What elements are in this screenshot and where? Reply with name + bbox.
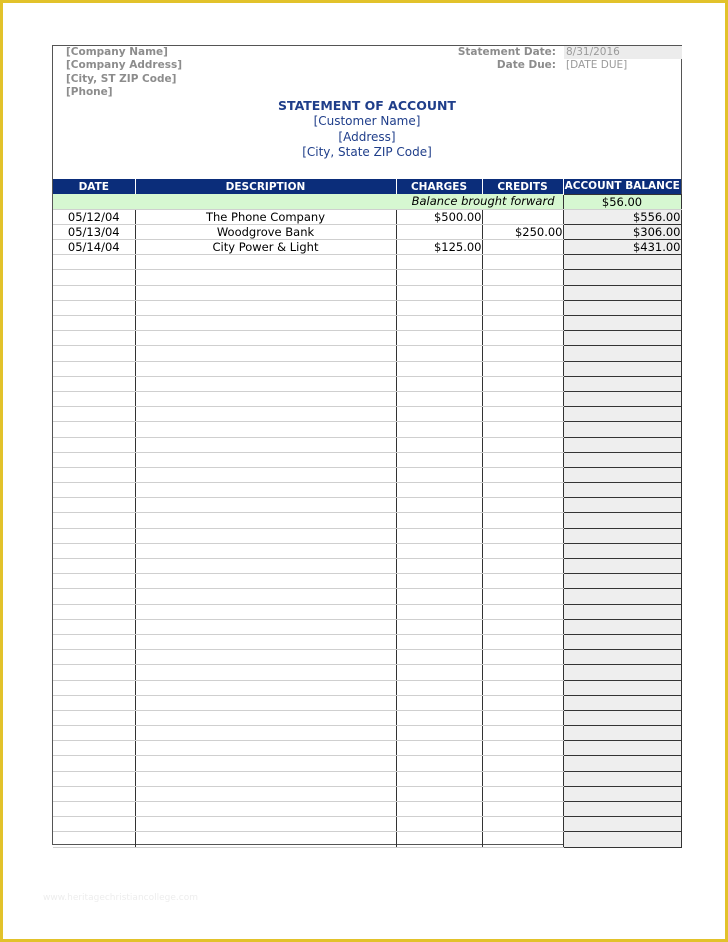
cell-description[interactable]	[135, 543, 396, 558]
cell-charges[interactable]	[396, 726, 482, 741]
cell-date[interactable]	[53, 559, 135, 574]
cell-charges[interactable]	[396, 498, 482, 513]
cell-date[interactable]	[53, 513, 135, 528]
cell-date[interactable]	[53, 452, 135, 467]
cell-credits[interactable]	[482, 437, 563, 452]
balance-forward-amount[interactable]: $56.00	[563, 194, 681, 209]
empty-table-row	[53, 361, 681, 376]
cell-date[interactable]	[53, 422, 135, 437]
cell-date[interactable]	[53, 665, 135, 680]
cell-date[interactable]	[53, 437, 135, 452]
cell-date[interactable]	[53, 695, 135, 710]
cell-description[interactable]	[135, 285, 396, 300]
cell-balance[interactable]	[563, 376, 681, 391]
cell-date[interactable]	[53, 817, 135, 832]
cell-credits[interactable]	[482, 634, 563, 649]
cell-date[interactable]	[53, 498, 135, 513]
empty-table-row	[53, 832, 681, 847]
empty-table-row	[53, 589, 681, 604]
cell-description[interactable]	[135, 634, 396, 649]
cell-credits[interactable]	[482, 832, 563, 847]
cell-date[interactable]	[53, 604, 135, 619]
cell-credits[interactable]	[482, 528, 563, 543]
empty-table-row	[53, 680, 681, 695]
cell-charges[interactable]	[396, 422, 482, 437]
cell-credits[interactable]	[482, 589, 563, 604]
column-header-description: DESCRIPTION	[135, 179, 396, 194]
cell-date[interactable]	[53, 528, 135, 543]
cell-description[interactable]	[135, 407, 396, 422]
cell-charges[interactable]	[396, 695, 482, 710]
cell-credits[interactable]	[482, 786, 563, 801]
cell-credits[interactable]	[482, 361, 563, 376]
cell-balance[interactable]	[563, 407, 681, 422]
cell-credits[interactable]	[482, 240, 563, 255]
cell-charges[interactable]	[396, 832, 482, 847]
cell-description[interactable]	[135, 483, 396, 498]
cell-date[interactable]	[53, 634, 135, 649]
cell-credits[interactable]	[482, 452, 563, 467]
cell-date[interactable]	[53, 483, 135, 498]
cell-credits[interactable]	[482, 467, 563, 482]
cell-balance[interactable]	[563, 316, 681, 331]
cell-balance[interactable]	[563, 331, 681, 346]
cell-balance[interactable]	[563, 589, 681, 604]
cell-description[interactable]	[135, 422, 396, 437]
cell-date[interactable]	[53, 574, 135, 589]
cell-date[interactable]	[53, 391, 135, 406]
cell-date[interactable]	[53, 680, 135, 695]
cell-charges[interactable]	[396, 771, 482, 786]
cell-charges[interactable]	[396, 559, 482, 574]
cell-description[interactable]	[135, 832, 396, 847]
statement-date-label: Statement Date:	[457, 46, 556, 58]
company-phone: [Phone]	[66, 85, 113, 98]
cell-date[interactable]	[53, 300, 135, 315]
cell-balance[interactable]	[563, 346, 681, 361]
cell-credits[interactable]	[482, 726, 563, 741]
cell-charges[interactable]	[396, 589, 482, 604]
cell-charges[interactable]	[396, 817, 482, 832]
cell-credits[interactable]	[482, 543, 563, 558]
cell-balance[interactable]	[563, 285, 681, 300]
cell-charges[interactable]	[396, 270, 482, 285]
cell-balance[interactable]	[563, 604, 681, 619]
cell-date[interactable]	[53, 467, 135, 482]
cell-credits[interactable]	[482, 756, 563, 771]
empty-table-row	[53, 513, 681, 528]
cell-charges[interactable]	[396, 802, 482, 817]
cell-balance[interactable]	[563, 756, 681, 771]
cell-date[interactable]	[53, 361, 135, 376]
cell-description[interactable]	[135, 589, 396, 604]
cell-charges[interactable]	[396, 391, 482, 406]
statement-date-value[interactable]: 8/31/2016	[564, 46, 682, 59]
empty-table-row	[53, 452, 681, 467]
empty-table-row	[53, 331, 681, 346]
cell-balance[interactable]	[563, 255, 681, 270]
cell-description[interactable]	[135, 467, 396, 482]
cell-charges[interactable]	[396, 467, 482, 482]
cell-balance[interactable]	[563, 665, 681, 680]
cell-description[interactable]	[135, 771, 396, 786]
cell-credits[interactable]	[482, 331, 563, 346]
cell-date[interactable]	[53, 285, 135, 300]
cell-credits[interactable]	[482, 710, 563, 725]
cell-date[interactable]	[53, 589, 135, 604]
cell-credits[interactable]	[482, 695, 563, 710]
cell-charges[interactable]: $500.00	[396, 209, 482, 224]
statement-title: STATEMENT OF ACCOUNT	[278, 98, 456, 113]
cell-credits[interactable]	[482, 604, 563, 619]
cell-description[interactable]: City Power & Light	[135, 240, 396, 255]
cell-date[interactable]	[53, 270, 135, 285]
cell-description[interactable]	[135, 270, 396, 285]
cell-date[interactable]	[53, 771, 135, 786]
cell-charges[interactable]	[396, 407, 482, 422]
empty-table-row	[53, 528, 681, 543]
ledger-table	[53, 179, 682, 848]
cell-credits[interactable]	[482, 741, 563, 756]
cell-credits[interactable]	[482, 422, 563, 437]
cell-date[interactable]	[53, 741, 135, 756]
cell-balance[interactable]	[563, 574, 681, 589]
cell-description[interactable]	[135, 300, 396, 315]
column-header-date: DATE	[53, 179, 135, 194]
empty-table-row	[53, 543, 681, 558]
cell-charges[interactable]	[396, 437, 482, 452]
customer-address[interactable]: [Address]	[338, 129, 396, 144]
cell-date[interactable]	[53, 543, 135, 558]
empty-table-row	[53, 559, 681, 574]
cell-description[interactable]	[135, 376, 396, 391]
cell-date[interactable]	[53, 786, 135, 801]
empty-table-row	[53, 285, 681, 300]
date-due-value[interactable]: [DATE DUE]	[566, 59, 628, 71]
cell-balance[interactable]	[563, 513, 681, 528]
cell-date[interactable]	[53, 376, 135, 391]
cell-balance[interactable]	[563, 771, 681, 786]
cell-charges[interactable]	[396, 786, 482, 801]
cell-credits[interactable]	[482, 407, 563, 422]
cell-credits[interactable]	[482, 513, 563, 528]
empty-table-row	[53, 255, 681, 270]
cell-description[interactable]: The Phone Company	[135, 209, 396, 224]
cell-description[interactable]	[135, 650, 396, 665]
cell-balance[interactable]	[563, 741, 681, 756]
cell-date[interactable]	[53, 832, 135, 847]
cell-date[interactable]	[53, 619, 135, 634]
empty-table-row	[53, 376, 681, 391]
cell-charges[interactable]	[396, 346, 482, 361]
cell-description[interactable]	[135, 802, 396, 817]
empty-table-row	[53, 391, 681, 406]
cell-charges[interactable]	[396, 741, 482, 756]
empty-table-row	[53, 695, 681, 710]
empty-table-row	[53, 650, 681, 665]
cell-charges[interactable]	[396, 710, 482, 725]
empty-table-row	[53, 741, 681, 756]
date-due-label: Date Due:	[496, 59, 556, 71]
cell-charges[interactable]	[396, 574, 482, 589]
cell-description[interactable]	[135, 498, 396, 513]
cell-credits[interactable]	[482, 802, 563, 817]
cell-description[interactable]	[135, 817, 396, 832]
empty-table-row	[53, 802, 681, 817]
cell-credits[interactable]	[482, 619, 563, 634]
cell-credits[interactable]	[482, 346, 563, 361]
company-city: [City, ST ZIP Code]	[66, 72, 177, 85]
cell-balance[interactable]	[563, 498, 681, 513]
cell-balance[interactable]	[563, 300, 681, 315]
empty-table-row	[53, 756, 681, 771]
cell-charges[interactable]	[396, 680, 482, 695]
empty-table-row	[53, 817, 681, 832]
empty-table-row	[53, 498, 681, 513]
cell-date[interactable]	[53, 331, 135, 346]
empty-table-row	[53, 300, 681, 315]
cell-description[interactable]	[135, 756, 396, 771]
cell-description[interactable]	[135, 361, 396, 376]
empty-table-row	[53, 771, 681, 786]
cell-charges[interactable]	[396, 604, 482, 619]
company-name: [Company Name]	[66, 46, 168, 58]
empty-table-row	[53, 634, 681, 649]
cell-credits[interactable]	[482, 300, 563, 315]
cell-credits[interactable]	[482, 498, 563, 513]
cell-balance[interactable]	[563, 726, 681, 741]
cell-description[interactable]	[135, 255, 396, 270]
cell-charges[interactable]	[396, 619, 482, 634]
cell-charges[interactable]	[396, 665, 482, 680]
cell-credits[interactable]	[482, 559, 563, 574]
balance-forward-row	[53, 194, 681, 209]
cell-charges[interactable]	[396, 224, 482, 239]
cell-date[interactable]	[53, 650, 135, 665]
cell-credits[interactable]	[482, 209, 563, 224]
empty-table-row	[53, 316, 681, 331]
cell-balance[interactable]	[563, 710, 681, 725]
customer-name[interactable]: [Customer Name]	[313, 114, 421, 128]
cell-charges[interactable]: $125.00	[396, 240, 482, 255]
cell-charges[interactable]	[396, 316, 482, 331]
cell-description[interactable]	[135, 726, 396, 741]
cell-balance[interactable]	[563, 483, 681, 498]
empty-table-row	[53, 467, 681, 482]
cell-description[interactable]	[135, 741, 396, 756]
cell-description[interactable]	[135, 680, 396, 695]
cell-balance[interactable]	[563, 832, 681, 847]
cell-balance[interactable]	[563, 559, 681, 574]
cell-description[interactable]	[135, 695, 396, 710]
company-info	[66, 46, 182, 99]
cell-credits[interactable]	[482, 771, 563, 786]
cell-credits[interactable]	[482, 665, 563, 680]
customer-city[interactable]: [City, State ZIP Code]	[302, 145, 432, 159]
cell-credits[interactable]	[482, 817, 563, 832]
cell-balance[interactable]	[563, 619, 681, 634]
cell-description[interactable]	[135, 513, 396, 528]
cell-charges[interactable]	[396, 285, 482, 300]
empty-table-row	[53, 574, 681, 589]
table-row	[53, 224, 681, 239]
cell-credits[interactable]: $250.00	[482, 224, 563, 239]
cell-description[interactable]	[135, 574, 396, 589]
empty-table-row	[53, 437, 681, 452]
column-header-account-balance: ACCOUNT BALANCE	[564, 180, 680, 193]
cell-charges[interactable]	[396, 255, 482, 270]
cell-date[interactable]	[53, 346, 135, 361]
column-header-charges: CHARGES	[396, 179, 482, 194]
cell-date[interactable]	[53, 756, 135, 771]
cell-balance[interactable]	[563, 695, 681, 710]
cell-date[interactable]: 05/12/04	[53, 209, 135, 224]
cell-balance[interactable]	[563, 422, 681, 437]
cell-credits[interactable]	[482, 376, 563, 391]
cell-charges[interactable]	[396, 513, 482, 528]
cell-date[interactable]	[53, 710, 135, 725]
ledger-header-row	[53, 179, 681, 194]
empty-table-row	[53, 422, 681, 437]
cell-description[interactable]: Woodgrove Bank	[135, 224, 396, 239]
cell-balance[interactable]	[563, 361, 681, 376]
cell-description[interactable]	[135, 391, 396, 406]
table-row	[53, 209, 681, 224]
cell-credits[interactable]	[482, 680, 563, 695]
cell-credits[interactable]	[482, 650, 563, 665]
cell-balance[interactable]	[563, 634, 681, 649]
cell-description[interactable]	[135, 331, 396, 346]
cell-credits[interactable]	[482, 391, 563, 406]
cell-description[interactable]	[135, 710, 396, 725]
cell-date[interactable]	[53, 407, 135, 422]
cell-description[interactable]	[135, 316, 396, 331]
watermark-text: www.heritagechristiancollege.com	[43, 893, 198, 903]
empty-table-row	[53, 726, 681, 741]
empty-table-row	[53, 710, 681, 725]
cell-balance[interactable]	[563, 452, 681, 467]
cell-balance[interactable]: $556.00	[563, 209, 681, 224]
cell-charges[interactable]	[396, 650, 482, 665]
cell-date[interactable]	[53, 726, 135, 741]
cell-charges[interactable]	[396, 331, 482, 346]
cell-balance[interactable]: $431.00	[563, 240, 681, 255]
cell-date[interactable]	[53, 316, 135, 331]
cell-balance[interactable]	[563, 680, 681, 695]
table-row	[53, 240, 681, 255]
empty-table-row	[53, 346, 681, 361]
cell-description[interactable]	[135, 604, 396, 619]
cell-description[interactable]	[135, 619, 396, 634]
cell-description[interactable]	[135, 452, 396, 467]
cell-balance[interactable]	[563, 786, 681, 801]
cell-charges[interactable]	[396, 361, 482, 376]
cell-balance[interactable]	[563, 802, 681, 817]
cell-credits[interactable]	[482, 316, 563, 331]
statement-sheet	[52, 45, 682, 845]
cell-balance[interactable]	[563, 437, 681, 452]
empty-table-row	[53, 483, 681, 498]
empty-table-row	[53, 665, 681, 680]
cell-date[interactable]: 05/14/04	[53, 240, 135, 255]
cell-date[interactable]	[53, 802, 135, 817]
cell-charges[interactable]	[396, 376, 482, 391]
cell-description[interactable]	[135, 786, 396, 801]
empty-table-row	[53, 604, 681, 619]
cell-description[interactable]	[135, 559, 396, 574]
column-header-credits: CREDITS	[482, 179, 563, 194]
cell-credits[interactable]	[482, 270, 563, 285]
cell-balance[interactable]	[563, 528, 681, 543]
cell-balance[interactable]	[563, 467, 681, 482]
cell-balance[interactable]	[563, 391, 681, 406]
cell-date[interactable]: 05/13/04	[53, 224, 135, 239]
cell-date[interactable]	[53, 255, 135, 270]
cell-charges[interactable]	[396, 452, 482, 467]
cell-balance[interactable]	[563, 270, 681, 285]
cell-balance[interactable]	[563, 817, 681, 832]
cell-balance[interactable]: $306.00	[563, 224, 681, 239]
cell-balance[interactable]	[563, 543, 681, 558]
empty-table-row	[53, 270, 681, 285]
cell-charges[interactable]	[396, 543, 482, 558]
cell-charges[interactable]	[396, 528, 482, 543]
cell-description[interactable]	[135, 437, 396, 452]
empty-table-row	[53, 407, 681, 422]
cell-charges[interactable]	[396, 300, 482, 315]
cell-balance[interactable]	[563, 650, 681, 665]
cell-charges[interactable]	[396, 756, 482, 771]
cell-credits[interactable]	[482, 574, 563, 589]
balance-forward-label: Balance brought forward	[53, 194, 563, 209]
cell-charges[interactable]	[396, 634, 482, 649]
cell-credits[interactable]	[482, 285, 563, 300]
cell-charges[interactable]	[396, 483, 482, 498]
cell-description[interactable]	[135, 346, 396, 361]
cell-credits[interactable]	[482, 255, 563, 270]
cell-description[interactable]	[135, 665, 396, 680]
empty-table-row	[53, 786, 681, 801]
cell-description[interactable]	[135, 528, 396, 543]
cell-credits[interactable]	[482, 483, 563, 498]
company-address: [Company Address]	[66, 59, 182, 72]
empty-table-row	[53, 619, 681, 634]
